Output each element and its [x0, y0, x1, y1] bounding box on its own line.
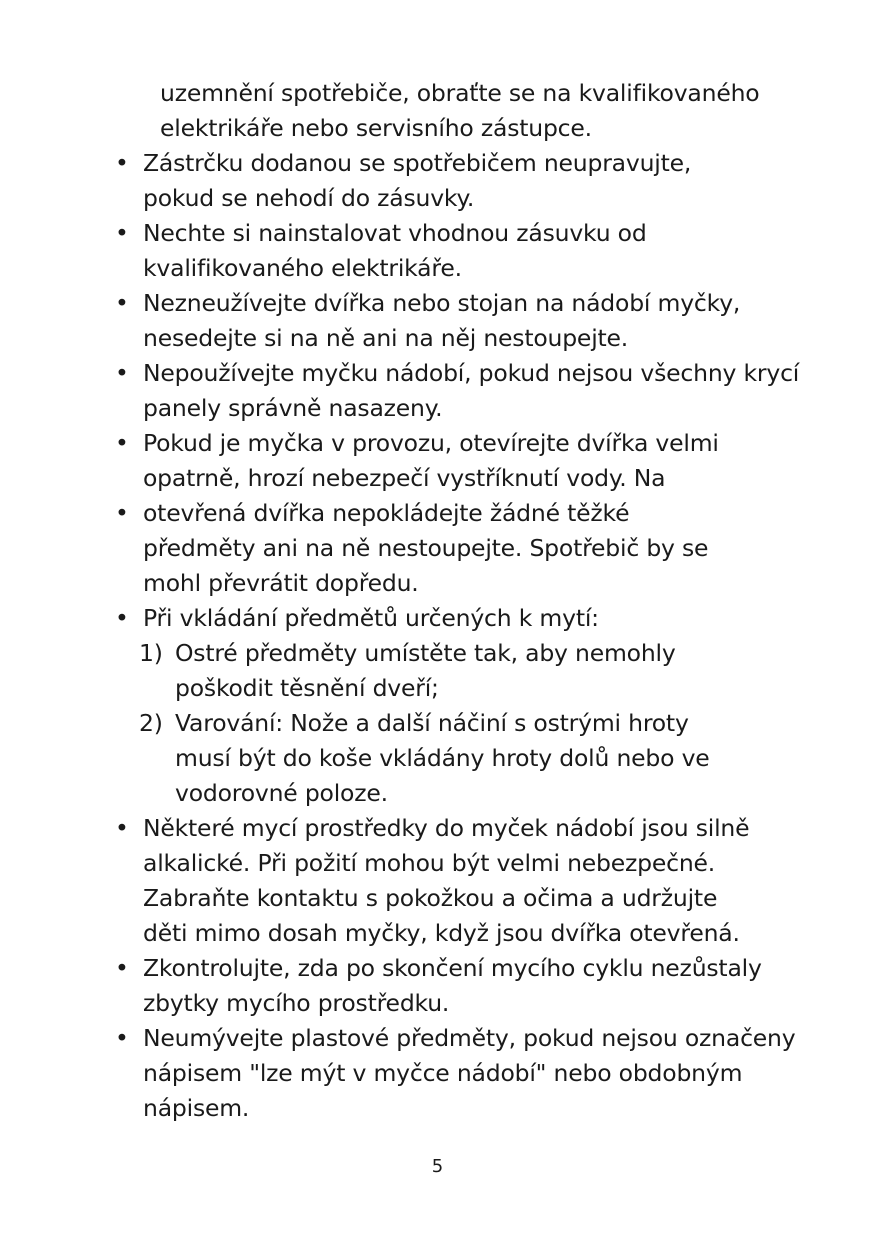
bullet-dot: • [115, 289, 129, 317]
bullet-item [115, 286, 855, 356]
text-line: Nechte si nainstalovat vhodnou zásuvku od [143, 219, 647, 247]
text-line: Některé mycí prostředky do myček nádobí jsou silně [143, 814, 750, 842]
text-line: Nezneužívejte dvířka nebo stojan na nádobí myčky, [143, 289, 741, 317]
text-line: alkalické. Při požití mohou být velmi nebezpečné. [143, 849, 716, 877]
bullet-item [115, 496, 855, 601]
bullet-item [115, 811, 855, 951]
bullet-dot: • [115, 429, 129, 457]
text-line: kvalifikovaného elektrikáře. [143, 254, 462, 282]
text-line: vodorovné poloze. [175, 779, 388, 807]
text-line: panely správně nasazeny. [143, 394, 443, 422]
text-line: otevřená dvířka nepokládejte žádné těžké [143, 499, 630, 527]
bullet-dot: • [115, 954, 129, 982]
bullet-item [115, 216, 855, 286]
text-line: pokud se nehodí do zásuvky. [143, 184, 475, 212]
text-line: Zabraňte kontaktu s pokožkou a očima a udržujte [143, 884, 718, 912]
bullet-dot: • [115, 149, 129, 177]
bullet-dot: • [115, 359, 129, 387]
bullet-item [115, 426, 855, 496]
bullet-dot: • [115, 604, 129, 632]
text-line: elektrikáře nebo servisního zástupce. [160, 114, 592, 142]
text-line: musí být do koše vkládány hroty dolů nebo ve [175, 744, 710, 772]
text-line: Nepoužívejte myčku nádobí, pokud nejsou všechny krycí [143, 359, 800, 387]
text-line: Varování: Nože a další náčiní s ostrými hroty [175, 709, 689, 737]
text-line: Zkontrolujte, zda po skončení mycího cyklu nezůstaly [143, 954, 762, 982]
numbered-subitem [115, 706, 855, 811]
text-line: předměty ani na ně nestoupejte. Spotřebič by se [143, 534, 709, 562]
text-line: Pokud je myčka v provozu, otevírejte dvířka velmi [143, 429, 719, 457]
instructions-body [115, 76, 855, 1126]
bullet-dot: • [115, 499, 129, 527]
subitem-number: 2) [139, 709, 163, 737]
text-line: nápisem "lze mýt v myčce nádobí" nebo obdobným [143, 1059, 743, 1087]
continued-paragraph [115, 76, 855, 146]
text-line: poškodit těsnění dveří; [175, 674, 439, 702]
bullet-dot: • [115, 814, 129, 842]
bullet-item [115, 601, 855, 636]
text-line: děti mimo dosah myčky, když jsou dvířka otevřená. [143, 919, 740, 947]
text-line: nápisem. [143, 1094, 250, 1122]
text-line: uzemnění spotřebiče, obraťte se na kvalifikovaného [160, 79, 760, 107]
text-line: Neumývejte plastové předměty, pokud nejsou označeny [143, 1024, 796, 1052]
bullet-dot: • [115, 1024, 129, 1052]
text-line: Při vkládání předmětů určených k mytí: [143, 604, 599, 632]
text-line: zbytky mycího prostředku. [143, 989, 450, 1017]
bullet-item [115, 1021, 855, 1126]
bullet-item [115, 146, 855, 216]
bullet-item [115, 356, 855, 426]
text-line: Zástrčku dodanou se spotřebičem neupravujte, [143, 149, 692, 177]
text-line: nesedejte si na ně ani na něj nestoupejte. [143, 324, 629, 352]
bullet-dot: • [115, 219, 129, 247]
subitem-number: 1) [139, 639, 163, 667]
text-line: Ostré předměty umístěte tak, aby nemohly [175, 639, 676, 667]
bullet-item [115, 951, 855, 1021]
text-line: mohl převrátit dopředu. [143, 569, 419, 597]
page-number: 5 [431, 1156, 444, 1177]
text-line: opatrně, hrozí nebezpečí vystříknutí vody. Na [143, 464, 666, 492]
numbered-subitem [115, 636, 855, 706]
